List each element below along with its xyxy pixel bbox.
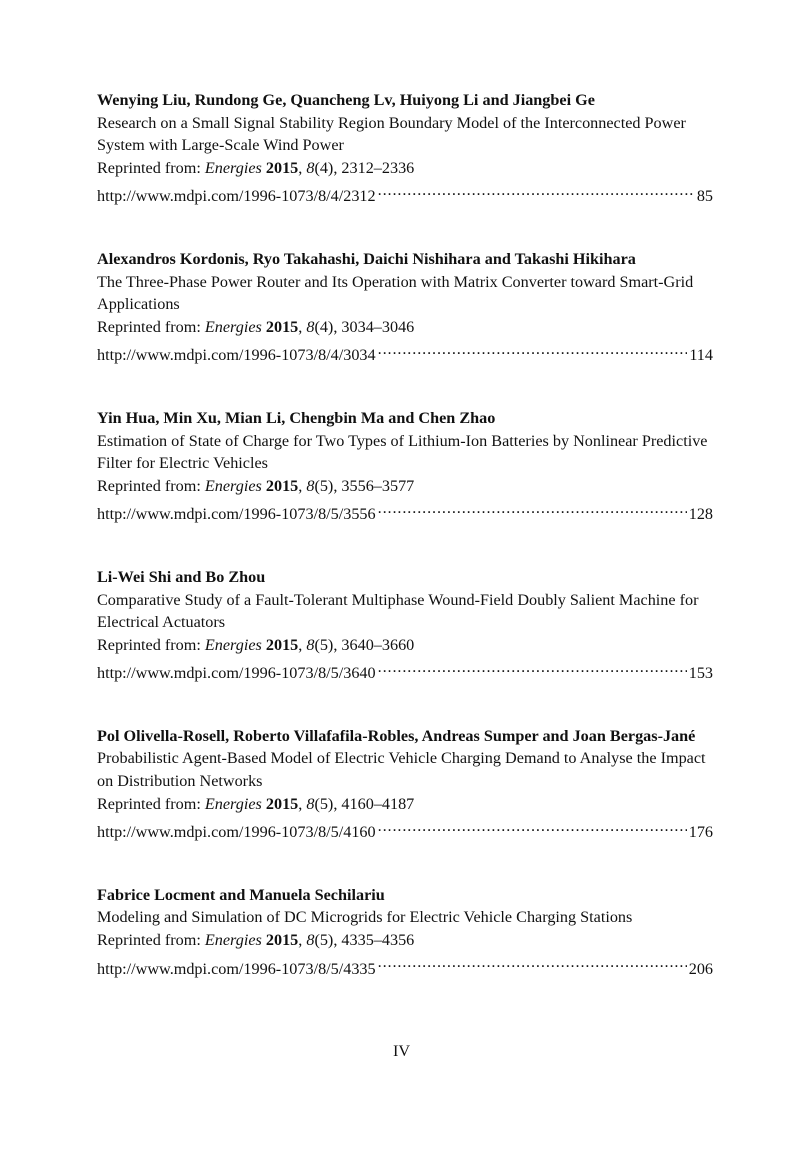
toc-entry [97, 248, 713, 367]
entry-url-link[interactable]: http://www.mdpi.com/1996-1073/8/5/4160 [97, 823, 376, 842]
dot-leader [378, 338, 688, 360]
toc-page [97, 89, 713, 1020]
entry-authors: Alexandros Kordonis, Ryo Takahashi, Daichi Nishihara and Takashi Hikihara [97, 249, 636, 268]
entry-url-line [97, 656, 713, 685]
volume-number: 8 [306, 317, 315, 336]
entry-url-line [97, 179, 713, 208]
entry-reprint-line: Reprinted from: Energies 2015, 8(5), 3556–3577 [97, 476, 415, 495]
entry-title: Estimation of State of Charge for Two Types of Lithium-Ion Batteries by Nonlinear Predictive Filter for Electric Vehicles [97, 431, 708, 473]
publication-year: 2015 [265, 794, 299, 813]
entry-url-line [97, 815, 713, 844]
entry-url-line [97, 497, 713, 526]
volume-number: 8 [306, 635, 315, 654]
dot-leader [378, 656, 687, 678]
journal-name: Energies [204, 158, 262, 177]
entry-title: Probabilistic Agent-Based Model of Electric Vehicle Charging Demand to Analyse the Impact on Distribution Networks [97, 749, 706, 791]
entry-url-link[interactable]: http://www.mdpi.com/1996-1073/8/4/3034 [97, 346, 376, 365]
entry-url-line [97, 338, 713, 367]
volume-number: 8 [306, 476, 315, 495]
issue-pages: (4), 2312–2336 [314, 158, 415, 177]
entry-page-number: 85 [696, 187, 713, 206]
entry-authors: Pol Olivella-Rosell, Roberto Villafafila-Robles, Andreas Sumper and Joan Bergas-Jané [97, 726, 696, 745]
volume-number: 8 [306, 158, 315, 177]
issue-pages: (5), 4160–4187 [314, 794, 415, 813]
entry-reprint-line: Reprinted from: Energies 2015, 8(4), 3034–3046 [97, 317, 415, 336]
page-number-footer: IV [392, 1042, 411, 1060]
journal-name: Energies [204, 794, 262, 813]
issue-pages: (5), 3640–3660 [314, 635, 415, 654]
reprint-prefix: Reprinted from: [97, 794, 205, 813]
entry-authors: Li-Wei Shi and Bo Zhou [97, 567, 266, 586]
toc-entry [97, 884, 713, 980]
entry-url-link[interactable]: http://www.mdpi.com/1996-1073/8/5/4335 [97, 959, 376, 978]
entry-url-link[interactable]: http://www.mdpi.com/1996-1073/8/5/3640 [97, 664, 376, 683]
publication-year: 2015 [265, 931, 299, 950]
journal-name: Energies [204, 931, 262, 950]
entry-title: The Three-Phase Power Router and Its Operation with Matrix Converter toward Smart-Grid Applications [97, 272, 694, 314]
reprint-prefix: Reprinted from: [97, 476, 205, 495]
volume-number: 8 [306, 794, 315, 813]
entry-page-number: 206 [688, 959, 713, 978]
entry-url-line [97, 952, 713, 981]
issue-pages: (5), 3556–3577 [314, 476, 415, 495]
dot-leader [378, 815, 687, 837]
dot-leader [378, 952, 687, 974]
entry-title: Comparative Study of a Fault-Tolerant Multiphase Wound-Field Doubly Salient Machine for Electrical Actuators [97, 590, 699, 632]
issue-pages: (4), 3034–3046 [314, 317, 415, 336]
toc-entry [97, 566, 713, 685]
entry-page-number: 128 [688, 505, 713, 524]
toc-entry [97, 407, 713, 526]
toc-entry [97, 725, 713, 844]
reprint-prefix: Reprinted from: [97, 158, 205, 177]
entry-authors: Wenying Liu, Rundong Ge, Quancheng Lv, Huiyong Li and Jiangbei Ge [97, 91, 595, 109]
entry-reprint-line: Reprinted from: Energies 2015, 8(5), 4335–4356 [97, 931, 415, 950]
publication-year: 2015 [265, 635, 299, 654]
journal-name: Energies [204, 476, 262, 495]
entry-title: Research on a Small Signal Stability Region Boundary Model of the Interconnected Power System with Large-Scale Wind Power [97, 113, 686, 155]
entry-page-number: 176 [688, 823, 713, 842]
volume-number: 8 [306, 931, 315, 950]
entry-page-number: 153 [688, 664, 713, 683]
entry-reprint-line: Reprinted from: Energies 2015, 8(5), 4160–4187 [97, 794, 415, 813]
entry-authors: Fabrice Locment and Manuela Sechilariu [97, 885, 385, 904]
entry-authors: Yin Hua, Min Xu, Mian Li, Chengbin Ma and Chen Zhao [97, 408, 496, 427]
dot-leader [378, 179, 695, 201]
entry-title: Modeling and Simulation of DC Microgrids for Electric Vehicle Charging Stations [97, 908, 633, 927]
issue-pages: (5), 4335–4356 [314, 931, 415, 950]
publication-year: 2015 [265, 158, 299, 177]
reprint-prefix: Reprinted from: [97, 931, 205, 950]
reprint-prefix: Reprinted from: [97, 317, 205, 336]
entry-url-link[interactable]: http://www.mdpi.com/1996-1073/8/4/2312 [97, 187, 376, 206]
entry-reprint-line: Reprinted from: Energies 2015, 8(5), 3640–3660 [97, 635, 415, 654]
entry-reprint-line: Reprinted from: Energies 2015, 8(4), 2312–2336 [97, 158, 415, 177]
journal-name: Energies [204, 317, 262, 336]
publication-year: 2015 [265, 317, 299, 336]
publication-year: 2015 [265, 476, 299, 495]
entry-url-link[interactable]: http://www.mdpi.com/1996-1073/8/5/3556 [97, 505, 376, 524]
journal-name: Energies [204, 635, 262, 654]
toc-entry [97, 89, 713, 208]
entry-page-number: 114 [689, 346, 713, 365]
reprint-prefix: Reprinted from: [97, 635, 205, 654]
dot-leader [378, 497, 687, 519]
